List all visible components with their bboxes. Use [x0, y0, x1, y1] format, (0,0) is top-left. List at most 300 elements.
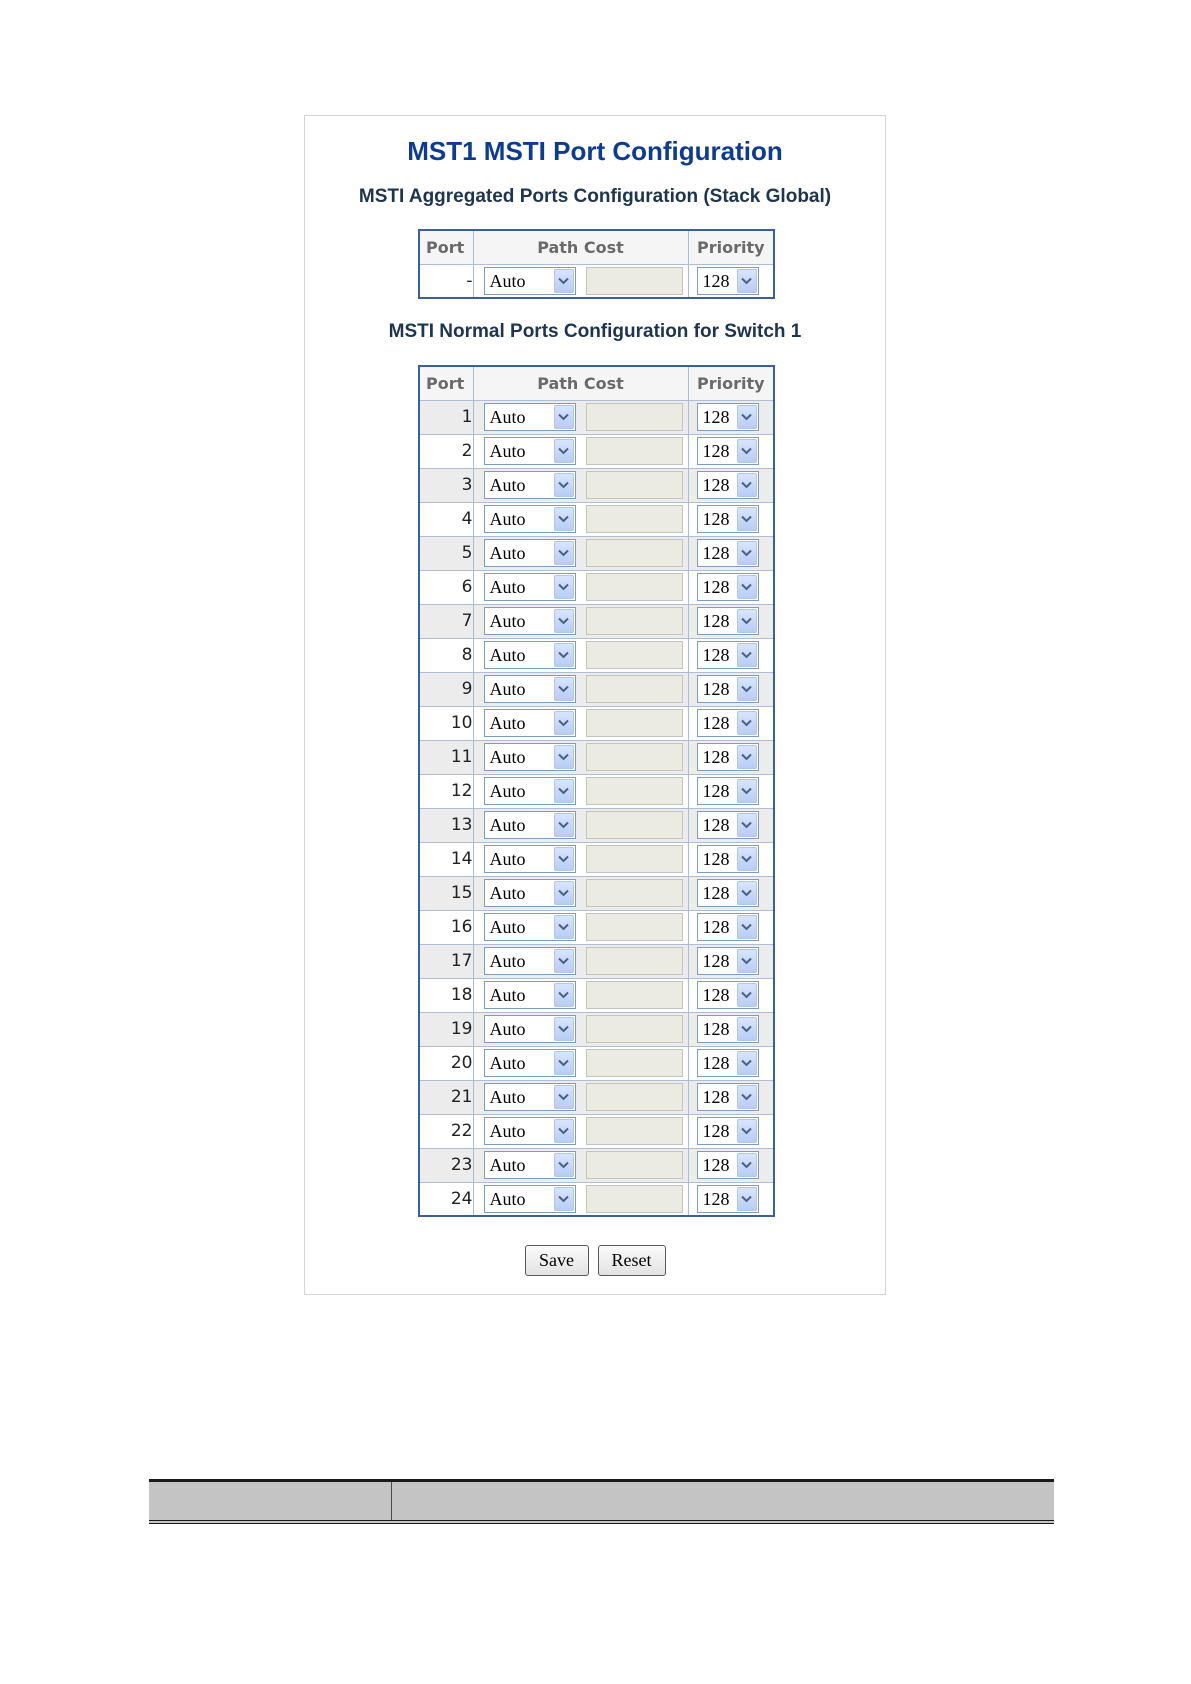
path-cost-cell: [473, 570, 688, 604]
port-number: 16: [450, 917, 473, 937]
dropdown-arrow-button[interactable]: [737, 983, 757, 1007]
port-number: 14: [450, 849, 473, 869]
chevron-down-icon: [741, 277, 752, 285]
path-cost-input[interactable]: [586, 471, 683, 499]
dropdown-arrow-button[interactable]: [737, 779, 757, 803]
path-cost-mode-select[interactable]: [484, 607, 576, 635]
dropdown-arrow-button[interactable]: [737, 881, 757, 905]
dropdown-arrow-button[interactable]: [737, 575, 757, 599]
priority-select[interactable]: [697, 777, 759, 805]
port-row: [419, 468, 774, 502]
path-cost-cell: [473, 672, 688, 706]
chevron-down-icon: [741, 1161, 752, 1169]
path-cost-mode-value: Auto: [489, 747, 526, 767]
dropdown-arrow-button[interactable]: [737, 405, 757, 429]
port-number: 24: [450, 1188, 473, 1209]
path-cost-input[interactable]: [586, 811, 683, 839]
path-cost-mode-select[interactable]: [484, 777, 576, 805]
path-cost-input[interactable]: [586, 879, 683, 907]
dropdown-arrow-button[interactable]: [737, 745, 757, 769]
dropdown-arrow-button[interactable]: [554, 1187, 574, 1211]
path-cost-mode-select[interactable]: [484, 675, 576, 703]
path-cost-mode-value: Auto: [489, 611, 526, 631]
dropdown-arrow-button[interactable]: [737, 439, 757, 463]
port-row: [419, 944, 774, 978]
path-cost-controls: [474, 811, 688, 839]
path-cost-mode-value: Auto: [489, 849, 526, 869]
port-row: [419, 1080, 774, 1114]
path-cost-mode-value: Auto: [489, 475, 526, 495]
path-cost-mode-select[interactable]: [484, 437, 576, 465]
priority-controls: [689, 1015, 774, 1043]
port-row: [419, 638, 774, 672]
path-cost-input[interactable]: [586, 607, 683, 635]
path-cost-input[interactable]: [586, 845, 683, 873]
dropdown-arrow-button[interactable]: [737, 915, 757, 939]
dropdown-arrow-button[interactable]: [554, 915, 574, 939]
chevron-down-icon: [741, 1195, 752, 1203]
port-row: [419, 808, 774, 842]
port-row: [419, 570, 774, 604]
dropdown-arrow-button[interactable]: [554, 983, 574, 1007]
path-cost-input[interactable]: [586, 1117, 683, 1145]
port-number-cell: [419, 774, 473, 808]
port-row: [419, 434, 774, 468]
dropdown-arrow-button[interactable]: [737, 609, 757, 633]
priority-select[interactable]: [697, 1151, 759, 1179]
column-header-path-cost: Path Cost: [473, 230, 688, 264]
priority-select[interactable]: [697, 1015, 759, 1043]
chevron-down-icon: [741, 1059, 752, 1067]
priority-controls: [689, 1117, 774, 1145]
path-cost-cell: [473, 468, 688, 502]
dropdown-arrow-button[interactable]: [554, 541, 574, 565]
path-cost-cell: [473, 1182, 688, 1216]
port-number: 23: [450, 1155, 473, 1175]
dropdown-arrow-button[interactable]: [737, 1085, 757, 1109]
priority-controls: [689, 1049, 774, 1077]
path-cost-controls: [474, 1083, 688, 1111]
priority-cell: [688, 264, 774, 298]
table-header-row: [419, 366, 774, 400]
port-row: [419, 876, 774, 910]
path-cost-controls: [474, 981, 688, 1009]
dropdown-arrow-button[interactable]: [737, 541, 757, 565]
priority-value: 128: [702, 917, 730, 937]
priority-select[interactable]: [697, 1083, 759, 1111]
page-title: MST1 MSTI Port Configuration: [407, 136, 783, 166]
priority-select[interactable]: [697, 539, 759, 567]
dropdown-arrow-button[interactable]: [737, 1017, 757, 1041]
path-cost-mode-value: Auto: [489, 270, 526, 291]
priority-select[interactable]: [697, 573, 759, 601]
path-cost-input[interactable]: [586, 709, 683, 737]
path-cost-mode-select[interactable]: [484, 1117, 576, 1145]
reset-button[interactable]: Reset: [598, 1245, 666, 1276]
port-number-cell: [419, 502, 473, 536]
dropdown-arrow-button[interactable]: [554, 1119, 574, 1143]
priority-value: 128: [702, 1019, 730, 1039]
chevron-down-icon: [741, 583, 752, 591]
path-cost-mode-select[interactable]: [484, 1049, 576, 1077]
priority-value: 128: [702, 781, 730, 801]
path-cost-controls: [474, 471, 688, 499]
port-number-cell: [419, 706, 473, 740]
path-cost-mode-select[interactable]: [484, 709, 576, 737]
path-cost-mode-select[interactable]: [484, 267, 576, 295]
path-cost-mode-select[interactable]: [484, 539, 576, 567]
priority-cell: [688, 1182, 774, 1216]
dropdown-arrow-button[interactable]: [554, 643, 574, 667]
aggregated-ports-heading: MSTI Aggregated Ports Configuration (Stack Global): [358, 186, 832, 207]
port-number-cell: [419, 910, 473, 944]
priority-select[interactable]: [697, 505, 759, 533]
path-cost-cell: [473, 876, 688, 910]
dropdown-arrow-button[interactable]: [554, 949, 574, 973]
path-cost-mode-select[interactable]: [484, 913, 576, 941]
priority-controls: [689, 845, 774, 873]
priority-value: 128: [702, 441, 730, 461]
chevron-down-icon: [741, 753, 752, 761]
dropdown-arrow-button[interactable]: [554, 473, 574, 497]
port-number: 7: [461, 611, 473, 631]
dropdown-arrow-button[interactable]: [554, 269, 574, 293]
path-cost-controls: [474, 845, 688, 873]
path-cost-mode-select[interactable]: [484, 845, 576, 873]
path-cost-input[interactable]: [586, 913, 683, 941]
port-number: 9: [461, 679, 473, 699]
path-cost-input[interactable]: [586, 539, 683, 567]
column-header-priority: Priority: [688, 366, 774, 400]
priority-value: 128: [702, 883, 730, 903]
path-cost-input[interactable]: [586, 267, 683, 295]
path-cost-controls: [474, 913, 688, 941]
dropdown-arrow-button[interactable]: [554, 1085, 574, 1109]
priority-cell: [688, 978, 774, 1012]
priority-cell: [688, 468, 774, 502]
path-cost-mode-value: Auto: [489, 1188, 526, 1209]
dropdown-arrow-button[interactable]: [554, 813, 574, 837]
dropdown-arrow-button[interactable]: [554, 847, 574, 871]
path-cost-mode-select[interactable]: [484, 403, 576, 431]
port-row: [419, 502, 774, 536]
path-cost-input[interactable]: [586, 1083, 683, 1111]
port-number: 19: [450, 1019, 473, 1039]
path-cost-input[interactable]: [586, 1015, 683, 1043]
priority-value: 128: [702, 577, 730, 597]
priority-select[interactable]: [697, 641, 759, 669]
path-cost-mode-value: Auto: [489, 815, 526, 835]
path-cost-mode-select[interactable]: [484, 505, 576, 533]
path-cost-mode-value: Auto: [489, 407, 526, 427]
priority-cell: [688, 400, 774, 434]
chevron-down-icon: [741, 855, 752, 863]
priority-value: 128: [702, 543, 730, 563]
port-row: [419, 1148, 774, 1182]
port-number-cell: [419, 468, 473, 502]
path-cost-cell: [473, 774, 688, 808]
path-cost-controls: [474, 777, 688, 805]
dropdown-arrow-button[interactable]: [554, 507, 574, 531]
path-cost-input[interactable]: [586, 947, 683, 975]
path-cost-input[interactable]: [586, 505, 683, 533]
port-number: 5: [461, 543, 473, 563]
dropdown-arrow-button[interactable]: [737, 473, 757, 497]
priority-cell: [688, 672, 774, 706]
path-cost-mode-value: Auto: [489, 917, 526, 937]
path-cost-mode-select[interactable]: [484, 811, 576, 839]
priority-value: 128: [702, 1121, 730, 1141]
path-cost-mode-select[interactable]: [484, 981, 576, 1009]
dropdown-arrow-button[interactable]: [737, 1153, 757, 1177]
chevron-down-icon: [741, 889, 752, 897]
priority-cell: [688, 1012, 774, 1046]
path-cost-controls: [474, 403, 688, 431]
priority-cell: [688, 1080, 774, 1114]
path-cost-cell: [473, 808, 688, 842]
path-cost-mode-value: Auto: [489, 985, 526, 1005]
path-cost-cell: [473, 944, 688, 978]
path-cost-cell: [473, 1148, 688, 1182]
msti-port-configuration-panel: [304, 115, 886, 1295]
column-header-port: Port: [419, 230, 473, 264]
chevron-down-icon: [558, 923, 569, 931]
path-cost-mode-select[interactable]: [484, 1151, 576, 1179]
path-cost-mode-select[interactable]: [484, 573, 576, 601]
priority-select[interactable]: [697, 1049, 759, 1077]
chevron-down-icon: [558, 957, 569, 965]
path-cost-input[interactable]: [586, 437, 683, 465]
path-cost-input[interactable]: [586, 675, 683, 703]
port-number-cell: [419, 672, 473, 706]
path-cost-input[interactable]: [586, 573, 683, 601]
priority-select[interactable]: [697, 709, 759, 737]
priority-select[interactable]: [697, 743, 759, 771]
port-row: [419, 264, 774, 298]
dropdown-arrow-button[interactable]: [737, 1187, 757, 1211]
dropdown-arrow-button[interactable]: [554, 779, 574, 803]
dropdown-arrow-button[interactable]: [737, 813, 757, 837]
port-number-cell: [419, 944, 473, 978]
path-cost-mode-select[interactable]: [484, 1185, 576, 1213]
path-cost-mode-value: Auto: [489, 679, 526, 699]
path-cost-cell: [473, 706, 688, 740]
path-cost-mode-select[interactable]: [484, 1015, 576, 1043]
dropdown-arrow-button[interactable]: [737, 269, 757, 293]
path-cost-input[interactable]: [586, 981, 683, 1009]
dropdown-arrow-button[interactable]: [554, 677, 574, 701]
chevron-down-icon: [741, 447, 752, 455]
path-cost-input[interactable]: [586, 1049, 683, 1077]
priority-controls: [689, 1185, 774, 1213]
port-number: 22: [450, 1121, 473, 1141]
dropdown-arrow-button[interactable]: [554, 439, 574, 463]
chevron-down-icon: [741, 719, 752, 727]
path-cost-mode-select[interactable]: [484, 947, 576, 975]
path-cost-mode-select[interactable]: [484, 641, 576, 669]
path-cost-mode-select[interactable]: [484, 879, 576, 907]
chevron-down-icon: [558, 413, 569, 421]
priority-controls: [689, 471, 774, 499]
port-number: -: [466, 270, 473, 291]
dropdown-arrow-button[interactable]: [554, 1051, 574, 1075]
path-cost-controls: [474, 539, 688, 567]
path-cost-input[interactable]: [586, 1151, 683, 1179]
path-cost-input[interactable]: [586, 743, 683, 771]
path-cost-input[interactable]: [586, 777, 683, 805]
path-cost-controls: [474, 1015, 688, 1043]
path-cost-cell: [473, 842, 688, 876]
priority-select[interactable]: [697, 1185, 759, 1213]
port-number-cell: [419, 264, 473, 298]
chevron-down-icon: [741, 481, 752, 489]
priority-value: 128: [702, 270, 730, 291]
path-cost-mode-value: Auto: [489, 781, 526, 801]
port-number-cell: [419, 876, 473, 910]
dropdown-arrow-button[interactable]: [737, 847, 757, 871]
path-cost-mode-value: Auto: [489, 713, 526, 733]
priority-select[interactable]: [697, 437, 759, 465]
chevron-down-icon: [741, 923, 752, 931]
port-number: 3: [461, 475, 473, 495]
path-cost-cell: [473, 1046, 688, 1080]
path-cost-input[interactable]: [586, 403, 683, 431]
dropdown-arrow-button[interactable]: [554, 745, 574, 769]
chevron-down-icon: [558, 855, 569, 863]
dropdown-arrow-button[interactable]: [737, 507, 757, 531]
path-cost-input[interactable]: [586, 641, 683, 669]
priority-select[interactable]: [697, 947, 759, 975]
priority-value: 128: [702, 509, 730, 529]
priority-cell: [688, 536, 774, 570]
port-row: [419, 774, 774, 808]
path-cost-controls: [474, 505, 688, 533]
chevron-down-icon: [558, 277, 569, 285]
port-number-cell: [419, 400, 473, 434]
chevron-down-icon: [741, 549, 752, 557]
priority-select[interactable]: [697, 675, 759, 703]
port-number: 2: [461, 441, 473, 461]
dropdown-arrow-button[interactable]: [554, 881, 574, 905]
priority-select[interactable]: [697, 845, 759, 873]
priority-cell: [688, 1148, 774, 1182]
chevron-down-icon: [558, 1161, 569, 1169]
path-cost-cell: [473, 638, 688, 672]
priority-select[interactable]: [697, 879, 759, 907]
path-cost-cell: [473, 1080, 688, 1114]
port-row: [419, 672, 774, 706]
priority-controls: [689, 267, 774, 295]
priority-value: 128: [702, 815, 730, 835]
dropdown-arrow-button[interactable]: [554, 405, 574, 429]
dropdown-arrow-button[interactable]: [737, 643, 757, 667]
path-cost-cell: [473, 536, 688, 570]
dropdown-arrow-button[interactable]: [737, 677, 757, 701]
description-table-header-cell-description: [392, 1482, 1054, 1520]
priority-select[interactable]: [697, 981, 759, 1009]
path-cost-mode-select[interactable]: [484, 743, 576, 771]
dropdown-arrow-button[interactable]: [554, 711, 574, 735]
chevron-down-icon: [558, 447, 569, 455]
priority-value: 128: [702, 1188, 730, 1209]
priority-cell: [688, 604, 774, 638]
chevron-down-icon: [558, 753, 569, 761]
path-cost-cell: [473, 434, 688, 468]
priority-select[interactable]: [697, 1117, 759, 1145]
path-cost-mode-value: Auto: [489, 1121, 526, 1141]
path-cost-controls: [474, 607, 688, 635]
priority-value: 128: [702, 1155, 730, 1175]
port-number: 21: [450, 1087, 473, 1107]
priority-cell: [688, 740, 774, 774]
dropdown-arrow-button[interactable]: [554, 1017, 574, 1041]
chevron-down-icon: [558, 651, 569, 659]
priority-controls: [689, 879, 774, 907]
port-number-cell: [419, 570, 473, 604]
priority-controls: [689, 675, 774, 703]
chevron-down-icon: [741, 617, 752, 625]
priority-value: 128: [702, 849, 730, 869]
port-number-cell: [419, 978, 473, 1012]
dropdown-arrow-button[interactable]: [554, 1153, 574, 1177]
priority-value: 128: [702, 713, 730, 733]
path-cost-cell: [473, 740, 688, 774]
path-cost-input[interactable]: [586, 1185, 683, 1213]
priority-controls: [689, 505, 774, 533]
chevron-down-icon: [741, 685, 752, 693]
port-number: 8: [461, 645, 473, 665]
priority-cell: [688, 638, 774, 672]
priority-cell: [688, 808, 774, 842]
priority-select[interactable]: [697, 913, 759, 941]
priority-select[interactable]: [697, 471, 759, 499]
priority-controls: [689, 981, 774, 1009]
dropdown-arrow-button[interactable]: [554, 609, 574, 633]
dropdown-arrow-button[interactable]: [737, 711, 757, 735]
priority-select[interactable]: [697, 267, 759, 295]
dropdown-arrow-button[interactable]: [737, 1051, 757, 1075]
priority-select[interactable]: [697, 811, 759, 839]
dropdown-arrow-button[interactable]: [737, 949, 757, 973]
port-number: 1: [461, 407, 473, 427]
chevron-down-icon: [558, 1093, 569, 1101]
port-number-cell: [419, 1182, 473, 1216]
dropdown-arrow-button[interactable]: [554, 575, 574, 599]
save-button[interactable]: Save: [525, 1245, 589, 1276]
path-cost-mode-select[interactable]: [484, 471, 576, 499]
path-cost-mode-value: Auto: [489, 1019, 526, 1039]
port-row: [419, 1182, 774, 1216]
port-number: 13: [450, 815, 473, 835]
path-cost-controls: [474, 743, 688, 771]
chevron-down-icon: [741, 957, 752, 965]
priority-cell: [688, 570, 774, 604]
priority-controls: [689, 1083, 774, 1111]
dropdown-arrow-button[interactable]: [737, 1119, 757, 1143]
priority-controls: [689, 743, 774, 771]
path-cost-controls: [474, 1151, 688, 1179]
port-number-cell: [419, 638, 473, 672]
port-number-cell: [419, 536, 473, 570]
path-cost-mode-select[interactable]: [484, 1083, 576, 1111]
priority-select[interactable]: [697, 403, 759, 431]
priority-controls: [689, 709, 774, 737]
priority-controls: [689, 913, 774, 941]
column-header-path-cost: Path Cost: [473, 366, 688, 400]
priority-select[interactable]: [697, 607, 759, 635]
port-number: 4: [461, 509, 473, 529]
chevron-down-icon: [558, 719, 569, 727]
